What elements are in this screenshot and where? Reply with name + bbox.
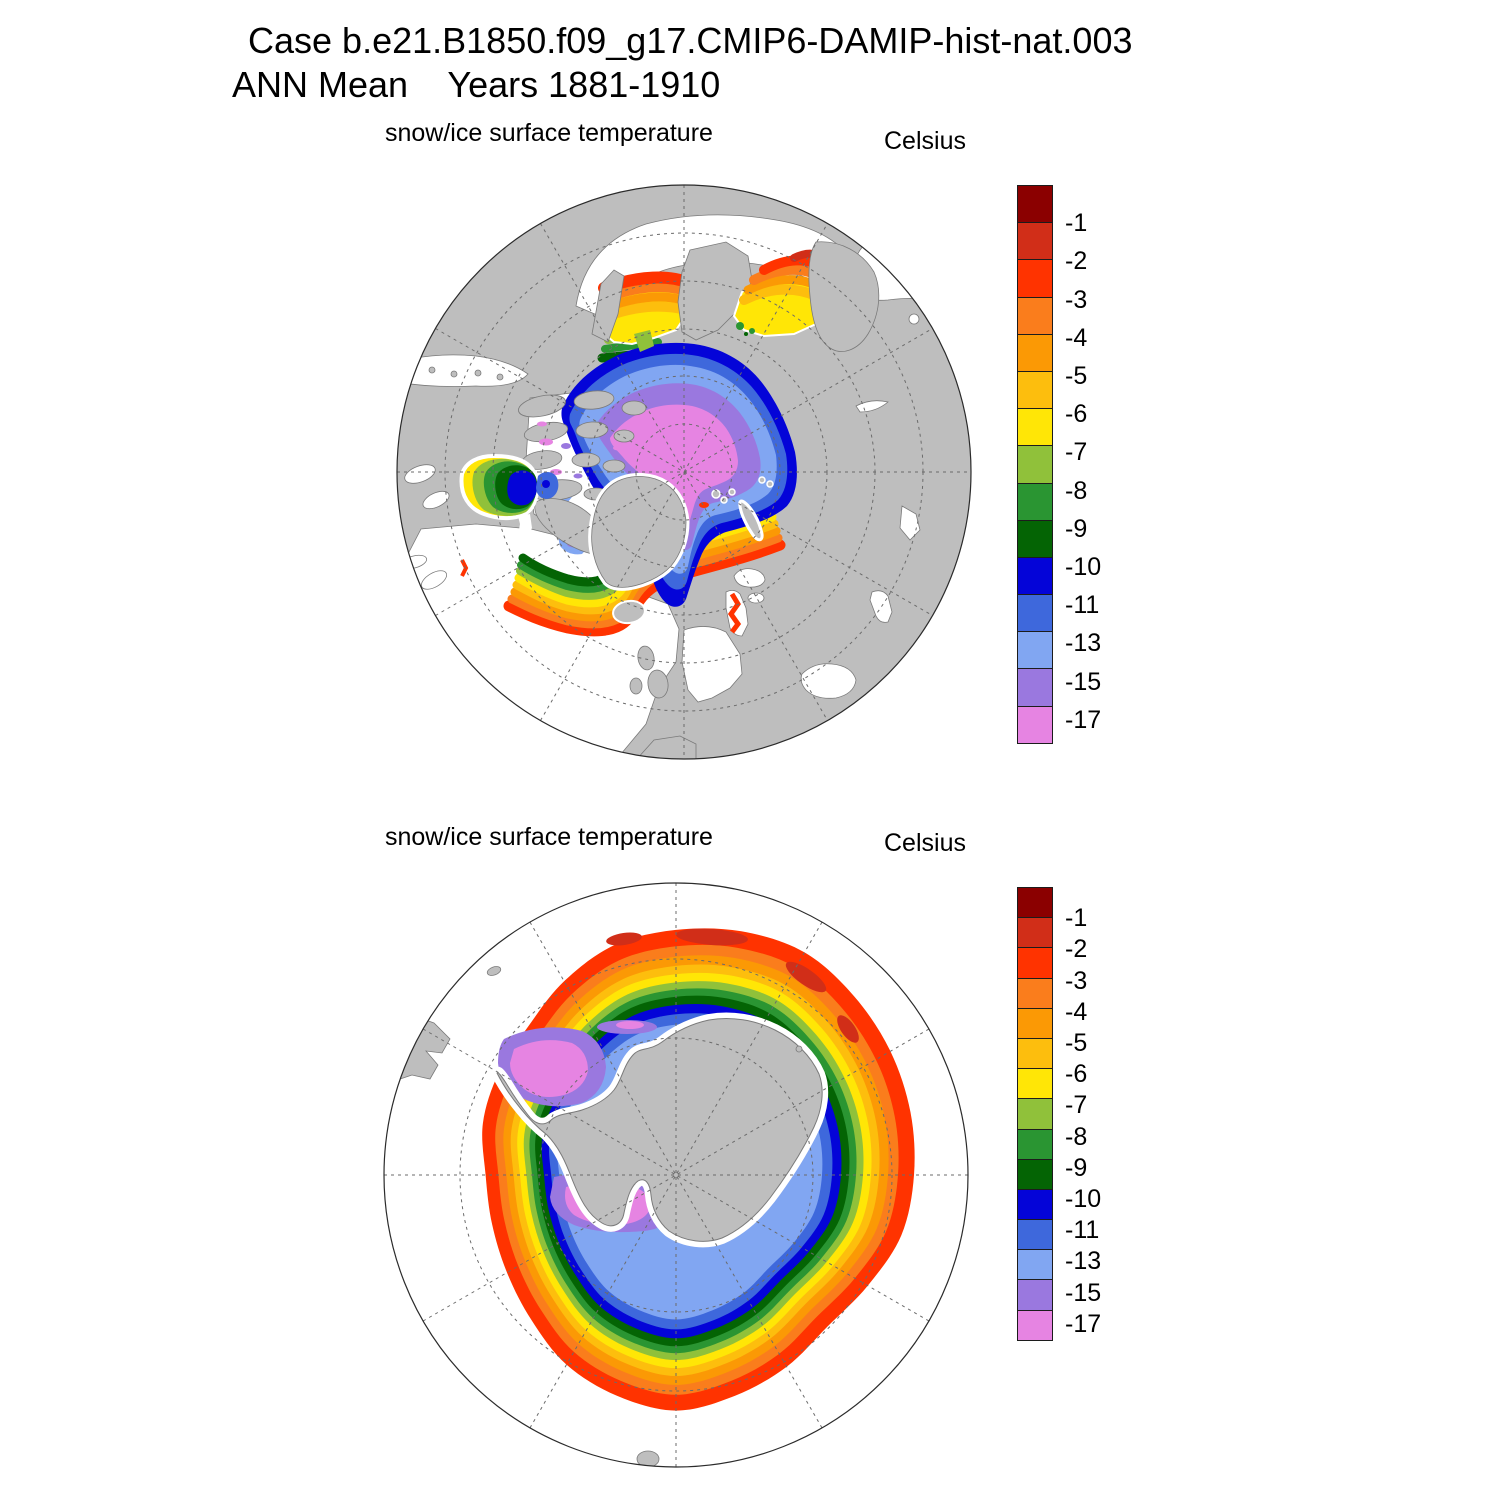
colorbar-tick-label: -15 (1065, 1278, 1102, 1307)
colorbar-cell (1017, 947, 1053, 978)
colorbar-tick-label: -3 (1065, 966, 1088, 995)
colorbar-cell (1017, 978, 1053, 1009)
nh-murmansk-red-speck (699, 502, 709, 508)
colorbar-tick-label: -9 (1065, 514, 1088, 543)
colorbar-cell (1017, 1189, 1053, 1220)
colorbar-cell (1017, 1249, 1053, 1280)
nh-black-sea (801, 664, 856, 699)
colorbar-cell (1017, 222, 1053, 260)
panel1-units-label: Celsius (884, 127, 966, 155)
colorbar-cell (1017, 1038, 1053, 1069)
nh-lake-ladoga (748, 593, 764, 603)
colorbar-tick-label: -15 (1065, 667, 1102, 696)
colorbar-tick-label: -2 (1065, 247, 1088, 276)
colorbar-cell (1017, 917, 1053, 948)
colorbar-tick-label: -5 (1065, 1029, 1088, 1057)
colorbar-cell (1017, 408, 1053, 446)
colorbar-cell (1017, 334, 1053, 372)
colorbar-tick-label: -13 (1065, 1247, 1102, 1276)
figure-title-line2: ANN Mean Years 1881-1910 (232, 64, 721, 105)
colorbar-tick-label: -8 (1065, 476, 1088, 505)
colorbar-cells (1017, 185, 1053, 744)
colorbar-tick-label: -1 (1065, 209, 1088, 238)
colorbar-south (1017, 887, 1147, 1355)
colorbar-tick-label: -5 (1065, 362, 1088, 390)
antarctic-map (382, 881, 970, 1469)
colorbar-cell (1017, 1008, 1053, 1039)
colorbar-cell (1017, 887, 1053, 918)
colorbar-cell (1017, 1098, 1053, 1129)
colorbar-cell (1017, 371, 1053, 409)
colorbar-cell (1017, 706, 1053, 744)
colorbar-tick-label: -7 (1065, 1091, 1088, 1120)
colorbar-tick-label: -7 (1065, 438, 1088, 467)
colorbar-tick-label: -11 (1065, 591, 1100, 620)
colorbar-tick-label: -8 (1065, 1122, 1088, 1151)
colorbar-tick-label: -2 (1065, 935, 1088, 964)
colorbar-tick-label: -3 (1065, 285, 1088, 314)
colorbar-tick-label: -9 (1065, 1153, 1088, 1182)
colorbar-tick-label: -17 (1065, 705, 1102, 734)
colorbar-cell (1017, 483, 1053, 521)
figure-title-line1: Case b.e21.B1850.f09_g17.CMIP6-DAMIP-hist-nat.003 (248, 20, 1133, 61)
colorbar-tick-label: -10 (1065, 1185, 1102, 1213)
colorbar-north (1017, 185, 1147, 758)
sh-small-island (796, 1046, 802, 1052)
colorbar-cell (1017, 1219, 1053, 1250)
colorbar-cell (1017, 594, 1053, 632)
colorbar-tick-label: -10 (1065, 553, 1102, 581)
colorbar-tick-label: -1 (1065, 904, 1088, 933)
colorbar-tick-label: -13 (1065, 629, 1102, 658)
colorbar-tick-label: -6 (1065, 1060, 1088, 1089)
panel1-field-label: snow/ice surface temperature (385, 119, 713, 147)
colorbar-cell (1017, 1129, 1053, 1160)
colorbar-tick-label: -11 (1065, 1216, 1100, 1245)
colorbar-cell (1017, 445, 1053, 483)
colorbar-cell (1017, 557, 1053, 595)
colorbar-cell (1017, 1310, 1053, 1341)
colorbar-cell (1017, 297, 1053, 335)
colorbar-cells (1017, 887, 1053, 1341)
colorbar-tick-label: -4 (1065, 997, 1088, 1026)
colorbar-cell (1017, 185, 1053, 223)
colorbar-cell (1017, 1159, 1053, 1190)
colorbar-cell (1017, 520, 1053, 558)
panel2-field-label: snow/ice surface temperature (385, 823, 713, 851)
colorbar-tick-label: -4 (1065, 323, 1088, 352)
panel2-units-label: Celsius (884, 829, 966, 857)
colorbar-cell (1017, 1068, 1053, 1099)
colorbar-tick-label: -17 (1065, 1309, 1102, 1338)
colorbar-tick-label: -6 (1065, 400, 1088, 429)
colorbar-cell (1017, 259, 1053, 297)
arctic-map (396, 184, 972, 760)
colorbar-cell (1017, 631, 1053, 669)
colorbar-cell (1017, 668, 1053, 706)
colorbar-cell (1017, 1279, 1053, 1310)
